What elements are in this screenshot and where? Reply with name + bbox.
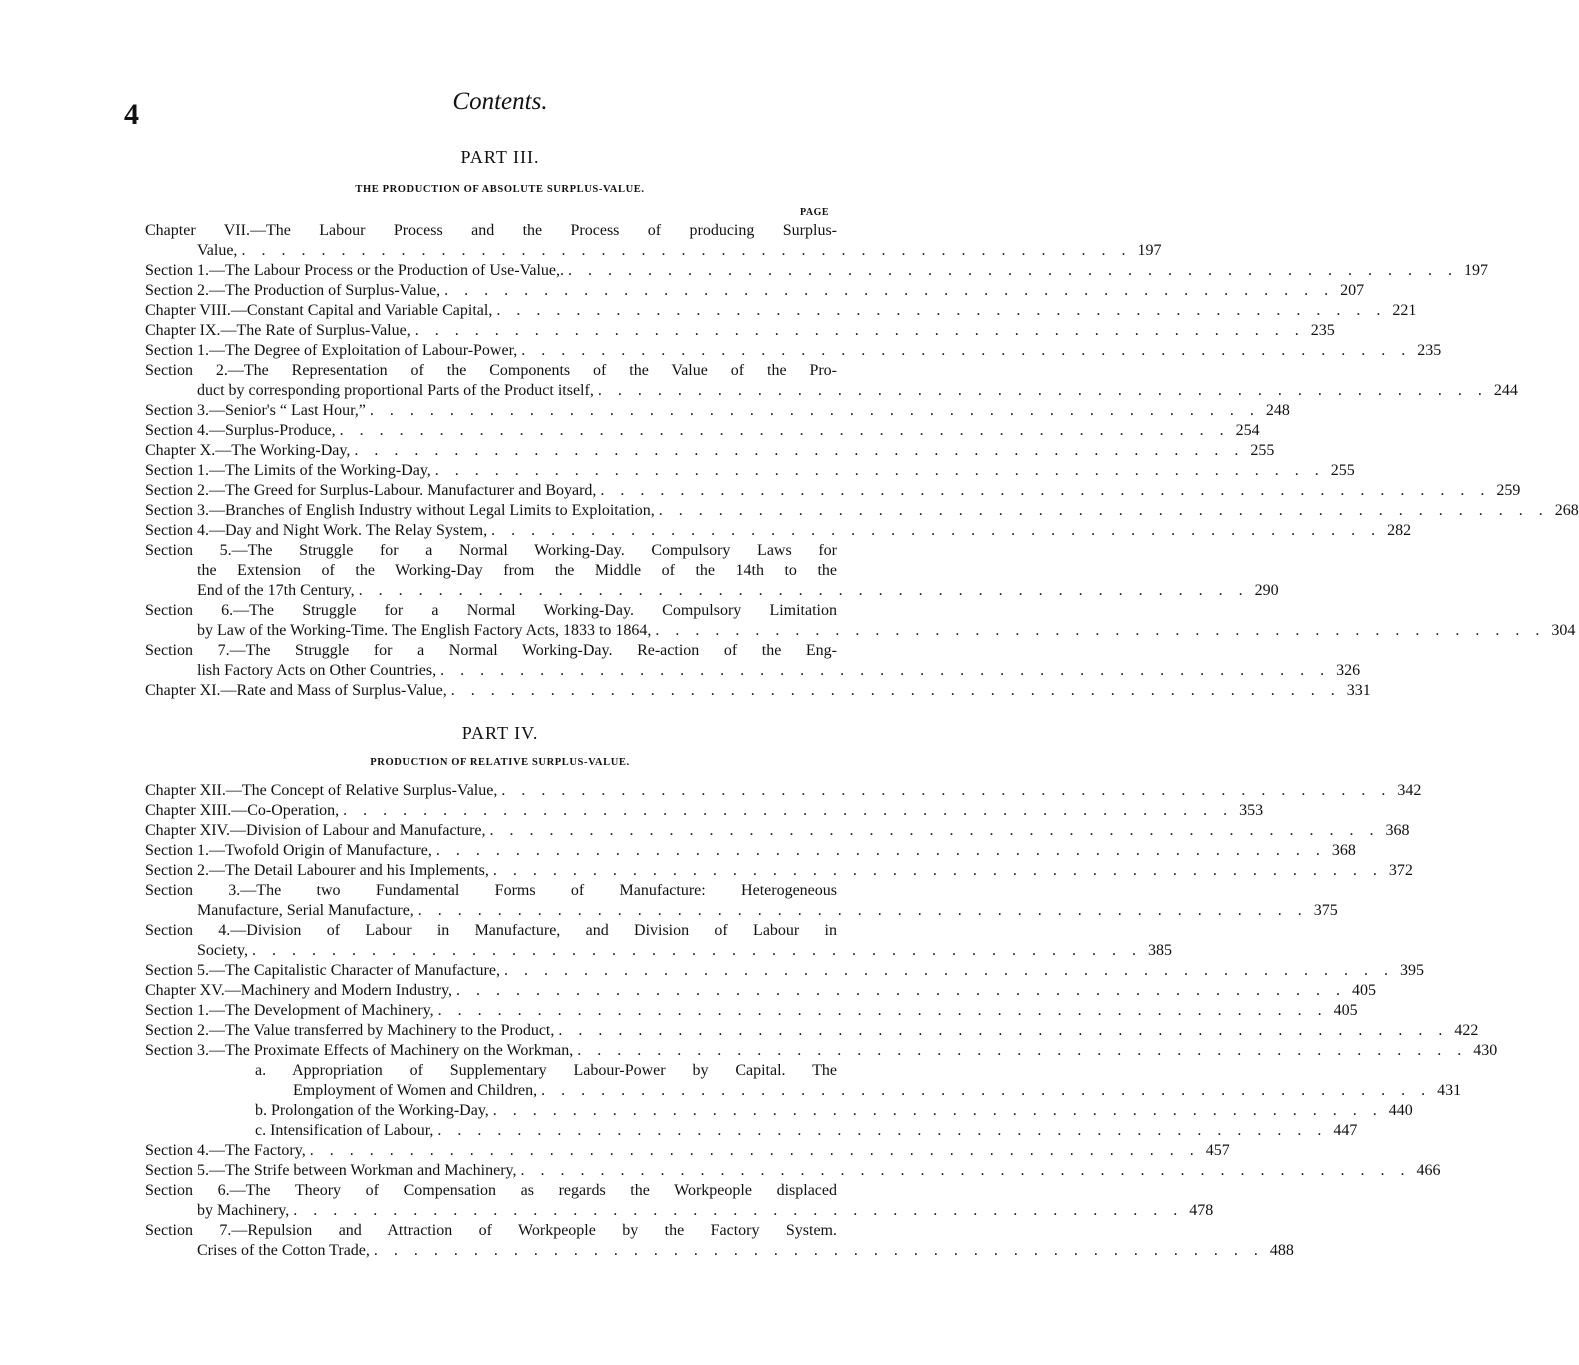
dot-leader: . . . . . . . . . . . . . . . . . . . . . . . . . . . . . . . . . . . . . . . . . . . . . bbox=[444, 282, 1335, 299]
dot-leader: . . . . . . . . . . . . . . . . . . . . . . . . . . . . . . . . . . . . . . . . . . . . . bbox=[541, 1082, 1432, 1099]
toc-page-number: 372 bbox=[1388, 862, 1413, 879]
toc-line bbox=[145, 821, 1410, 841]
toc-page-number: 268 bbox=[1554, 502, 1579, 519]
toc-entry bbox=[145, 261, 1489, 281]
toc-entry bbox=[145, 1221, 1294, 1261]
toc-entry bbox=[145, 521, 1412, 541]
toc-line bbox=[145, 281, 1365, 301]
toc-line bbox=[145, 401, 1290, 421]
toc-entry-text: Section 6.—The Struggle for a Normal Working-Day. Compulsory Limitation bbox=[145, 602, 837, 619]
page-column-label: PAGE bbox=[800, 207, 830, 218]
toc-line bbox=[145, 621, 1576, 641]
toc-page-number: 255 bbox=[1330, 462, 1355, 479]
toc-entry bbox=[145, 781, 1422, 801]
toc-entry-text: Section 5.—The Strife between Workman and Machinery, bbox=[145, 1162, 517, 1179]
part-iv-title: PART IV. bbox=[461, 723, 539, 743]
toc-entry-text: Section 3.—The Proximate Effects of Machinery on the Workman, bbox=[145, 1042, 574, 1059]
toc-page-number: 207 bbox=[1340, 282, 1365, 299]
toc-entry-text: Section 1.—The Degree of Exploitation of Labour-Power, bbox=[145, 342, 518, 359]
toc-entry bbox=[145, 681, 1371, 701]
dot-leader: . . . . . . . . . . . . . . . . . . . . . . . . . . . . . . . . . . . . . . . . . . . . . bbox=[434, 462, 1325, 479]
toc-entry-text: Chapter XIII.—Co-Operation, bbox=[145, 802, 340, 819]
running-title: Contents. bbox=[452, 88, 548, 115]
dot-leader: . . . . . . . . . . . . . . . . . . . . . . . . . . . . . . . . . . . . . . . . . . . . . bbox=[568, 262, 1459, 279]
dot-leader: . . . . . . . . . . . . . . . . . . . . . . . . . . . . . . . . . . . . . . . . . . . . . bbox=[655, 622, 1546, 639]
toc-page-number: 405 bbox=[1352, 982, 1377, 999]
toc-entry bbox=[145, 1141, 1230, 1161]
toc-page-number: 221 bbox=[1392, 302, 1417, 319]
toc-entry-text: Crises of the Cotton Trade, bbox=[197, 1242, 370, 1259]
toc-line bbox=[145, 381, 1518, 401]
toc-entry-text: Value, bbox=[197, 242, 238, 259]
toc-page-number: 254 bbox=[1235, 422, 1260, 439]
toc-entry bbox=[145, 961, 1424, 981]
dot-leader: . . . . . . . . . . . . . . . . . . . . . . . . . . . . . . . . . . . . . . . . . . . . . bbox=[414, 322, 1305, 339]
toc-line bbox=[145, 481, 1521, 501]
dot-leader: . . . . . . . . . . . . . . . . . . . . . . . . . . . . . . . . . . . . . . . . . . . . . bbox=[503, 962, 1394, 979]
toc-entry bbox=[145, 1001, 1358, 1021]
toc-entry bbox=[145, 441, 1275, 461]
toc-page-number: 395 bbox=[1399, 962, 1424, 979]
toc-entry-text: Section 3.—Senior's “ Last Hour,” bbox=[145, 402, 366, 419]
toc-line bbox=[145, 861, 1413, 881]
dot-leader: . . . . . . . . . . . . . . . . . . . . . . . . . . . . . . . . . . . . . . . . . . . . . bbox=[600, 482, 1491, 499]
toc-line bbox=[145, 441, 1275, 461]
toc-page-number: 235 bbox=[1310, 322, 1335, 339]
toc-page-number: 422 bbox=[1454, 1022, 1479, 1039]
toc-entry bbox=[145, 981, 1377, 1001]
toc-entry-text: Section 5.—The Capitalistic Character of Manufacture, bbox=[145, 962, 500, 979]
part-iii-title: PART III. bbox=[460, 147, 540, 167]
toc-entry bbox=[145, 1021, 1479, 1041]
dot-leader: . . . . . . . . . . . . . . . . . . . . . . . . . . . . . . . . . . . . . . . . . . . . . bbox=[437, 1002, 1328, 1019]
toc-entry-text: lish Factory Acts on Other Countries, bbox=[197, 662, 437, 679]
toc-entry bbox=[145, 1181, 1214, 1221]
toc-page-number: 430 bbox=[1473, 1042, 1498, 1059]
toc-page-number: 385 bbox=[1147, 942, 1172, 959]
dot-leader: . . . . . . . . . . . . . . . . . . . . . . . . . . . . . . . . . . . . . . . . . . . . . bbox=[492, 862, 1383, 879]
toc-entry-text: Section 6.—The Theory of Compensation as regards the Workpeople displaced bbox=[145, 1182, 837, 1199]
toc-line bbox=[145, 581, 1279, 601]
toc-line bbox=[145, 941, 1172, 961]
toc-entry-text: Chapter XII.—The Concept of Relative Surplus-Value, bbox=[145, 782, 498, 799]
toc-line bbox=[145, 1161, 1441, 1181]
toc-line bbox=[145, 461, 1355, 481]
toc-line bbox=[145, 261, 1489, 281]
toc-page-number: 259 bbox=[1496, 482, 1521, 499]
toc-page-number: 405 bbox=[1333, 1002, 1358, 1019]
dot-leader: . . . . . . . . . . . . . . . . . . . . . . . . . . . . . . . . . . . . . . . . . . . . . bbox=[354, 442, 1245, 459]
toc-entry-text: the Extension of the Working-Day from the Middle of the 14th to the bbox=[197, 562, 837, 579]
dot-leader: . . . . . . . . . . . . . . . . . . . . . . . . . . . . . . . . . . . . . . . . . . . . . bbox=[492, 1102, 1383, 1119]
toc-entry-text: c. Intensification of Labour, bbox=[255, 1122, 434, 1139]
toc-page-number: 431 bbox=[1437, 1082, 1462, 1099]
dot-leader: . . . . . . . . . . . . . . . . . . . . . . . . . . . . . . . . . . . . . . . . . . . . . bbox=[450, 682, 1341, 699]
toc-page-number: 326 bbox=[1336, 662, 1361, 679]
toc-entry-text: Section 1.—The Labour Process or the Production of Use-Value,. bbox=[145, 262, 565, 279]
toc-entry-text: Section 2.—The Greed for Surplus-Labour. Manufacturer and Boyard, bbox=[145, 482, 597, 499]
toc-page-number: 478 bbox=[1189, 1202, 1214, 1219]
toc-entry-text: Section 1.—Twofold Origin of Manufacture, bbox=[145, 842, 432, 859]
toc-entry-text: Chapter XV.—Machinery and Modern Industry, bbox=[145, 982, 453, 999]
toc-entry-text: Chapter VII.—The Labour Process and the Process of producing Surplus- bbox=[145, 222, 837, 239]
toc-entry-text: by Machinery, bbox=[197, 1202, 290, 1219]
toc-line bbox=[145, 1241, 1294, 1261]
toc-entry-text: Chapter XIV.—Division of Labour and Manufacture, bbox=[145, 822, 486, 839]
toc-entry-text: Section 5.—The Struggle for a Normal Working-Day. Compulsory Laws for bbox=[145, 542, 837, 559]
toc-entry bbox=[145, 421, 1260, 441]
toc-page-number: 466 bbox=[1416, 1162, 1441, 1179]
toc-entry-text: Section 7.—The Struggle for a Normal Working-Day. Re-action of the Eng- bbox=[145, 642, 837, 659]
toc-page-number: 457 bbox=[1205, 1142, 1230, 1159]
part-iii-subtitle: THE PRODUCTION OF ABSOLUTE SURPLUS-VALUE. bbox=[355, 184, 645, 195]
toc-line bbox=[145, 1201, 1214, 1221]
dot-leader: . . . . . . . . . . . . . . . . . . . . . . . . . . . . . . . . . . . . . . . . . . . . . bbox=[456, 982, 1347, 999]
toc-entry bbox=[145, 641, 1361, 681]
toc-page-number: 248 bbox=[1265, 402, 1290, 419]
toc-entry-text: b. Prolongation of the Working-Day, bbox=[255, 1102, 489, 1119]
toc-page-number: 342 bbox=[1397, 782, 1422, 799]
toc-entry bbox=[145, 1121, 1358, 1141]
toc-entry-text: Section 4.—Division of Labour in Manufacture, and Division of Labour in bbox=[145, 922, 837, 939]
toc-page-number: 244 bbox=[1493, 382, 1518, 399]
toc-entry-text: End of the 17th Century, bbox=[197, 582, 355, 599]
toc-entry bbox=[145, 921, 1172, 961]
toc-entry bbox=[145, 321, 1335, 341]
toc-entry-text: Section 3.—Branches of English Industry without Legal Limits to Exploitation, bbox=[145, 502, 655, 519]
toc-entry-text: Section 4.—Day and Night Work. The Relay System, bbox=[145, 522, 488, 539]
toc-line bbox=[145, 521, 1412, 541]
toc-entry-text: Section 2.—The Representation of the Components of the Value of the Pro- bbox=[145, 362, 837, 379]
toc-line bbox=[145, 981, 1377, 1001]
toc-line bbox=[145, 321, 1335, 341]
toc-entry bbox=[145, 541, 1279, 601]
toc-entry-text: Section 2.—The Production of Surplus-Value, bbox=[145, 282, 441, 299]
toc-page-number: 368 bbox=[1385, 822, 1410, 839]
dot-leader: . . . . . . . . . . . . . . . . . . . . . . . . . . . . . . . . . . . . . . . . . . . . . bbox=[440, 662, 1331, 679]
dot-leader: . . . . . . . . . . . . . . . . . . . . . . . . . . . . . . . . . . . . . . . . . . . . . bbox=[241, 242, 1132, 259]
toc-entry-text: Section 4.—Surplus-Produce, bbox=[145, 422, 336, 439]
dot-leader: . . . . . . . . . . . . . . . . . . . . . . . . . . . . . . . . . . . . . . . . . . . . . bbox=[417, 902, 1308, 919]
toc-entry-text: Section 2.—The Value transferred by Machinery to the Product, bbox=[145, 1022, 555, 1039]
toc-page-number: 255 bbox=[1250, 442, 1275, 459]
page-number: 4 bbox=[124, 98, 139, 131]
toc-page-number: 197 bbox=[1464, 262, 1489, 279]
dot-leader: . . . . . . . . . . . . . . . . . . . . . . . . . . . . . . . . . . . . . . . . . . . . . bbox=[577, 1042, 1468, 1059]
toc-line bbox=[145, 1041, 1498, 1061]
toc-entry bbox=[145, 481, 1521, 501]
toc-entry-text: Section 3.—The two Fundamental Forms of Manufacture: Heterogeneous bbox=[145, 882, 837, 899]
toc-line bbox=[145, 661, 1361, 681]
toc-page-number: 353 bbox=[1239, 802, 1264, 819]
toc-entry bbox=[145, 401, 1290, 421]
dot-leader: . . . . . . . . . . . . . . . . . . . . . . . . . . . . . . . . . . . . . . . . . . . . . bbox=[658, 502, 1549, 519]
dot-leader: . . . . . . . . . . . . . . . . . . . . . . . . . . . . . . . . . . . . . . . . . . . . . bbox=[491, 522, 1382, 539]
toc-entry bbox=[145, 301, 1417, 321]
toc-page-number: 368 bbox=[1331, 842, 1356, 859]
toc-page-number: 440 bbox=[1388, 1102, 1413, 1119]
toc-part-iii bbox=[145, 221, 1579, 701]
dot-leader: . . . . . . . . . . . . . . . . . . . . . . . . . . . . . . . . . . . . . . . . . . . . . bbox=[339, 422, 1230, 439]
toc-line bbox=[145, 301, 1417, 321]
toc-page-number: 375 bbox=[1313, 902, 1338, 919]
toc-entry bbox=[145, 801, 1264, 821]
dot-leader: . . . . . . . . . . . . . . . . . . . . . . . . . . . . . . . . . . . . . . . . . . . . . bbox=[343, 802, 1234, 819]
toc-entry-text: Chapter X.—The Working-Day, bbox=[145, 442, 351, 459]
dot-leader: . . . . . . . . . . . . . . . . . . . . . . . . . . . . . . . . . . . . . . . . . . . . . bbox=[293, 1202, 1184, 1219]
toc-entry-text: Chapter VIII.—Constant Capital and Variable Capital, bbox=[145, 302, 493, 319]
toc-line bbox=[145, 1021, 1479, 1041]
toc-entry bbox=[145, 1061, 1462, 1101]
toc-entry bbox=[145, 281, 1365, 301]
toc-line bbox=[145, 961, 1424, 981]
toc-entry bbox=[145, 1041, 1498, 1061]
toc-entry-text: Society, bbox=[197, 942, 248, 959]
toc-line bbox=[145, 841, 1356, 861]
toc-page-number: 304 bbox=[1551, 622, 1576, 639]
dot-leader: . . . . . . . . . . . . . . . . . . . . . . . . . . . . . . . . . . . . . . . . . . . . . bbox=[435, 842, 1326, 859]
toc-entry-text: Section 4.—The Factory, bbox=[145, 1142, 306, 1159]
toc-entry bbox=[145, 1101, 1413, 1121]
toc-page-number: 331 bbox=[1346, 682, 1371, 699]
toc-entry bbox=[145, 501, 1579, 521]
toc-entry bbox=[145, 601, 1576, 641]
toc-entry-text: Chapter XI.—Rate and Mass of Surplus-Value, bbox=[145, 682, 447, 699]
toc-line bbox=[145, 421, 1260, 441]
dot-leader: . . . . . . . . . . . . . . . . . . . . . . . . . . . . . . . . . . . . . . . . . . . . . bbox=[373, 1242, 1264, 1259]
toc-entry-text: Manufacture, Serial Manufacture, bbox=[197, 902, 414, 919]
toc-line bbox=[145, 241, 1162, 261]
toc-entry-text: Section 1.—The Development of Machinery, bbox=[145, 1002, 434, 1019]
toc-entry-text: Chapter IX.—The Rate of Surplus-Value, bbox=[145, 322, 411, 339]
dot-leader: . . . . . . . . . . . . . . . . . . . . . . . . . . . . . . . . . . . . . . . . . . . . . bbox=[437, 1122, 1328, 1139]
toc-entry bbox=[145, 841, 1356, 861]
toc-page-number: 290 bbox=[1254, 582, 1279, 599]
toc-entry bbox=[145, 341, 1442, 361]
toc-line bbox=[145, 501, 1579, 521]
dot-leader: . . . . . . . . . . . . . . . . . . . . . . . . . . . . . . . . . . . . . . . . . . . . . bbox=[489, 822, 1380, 839]
toc-entry-text: Section 2.—The Detail Labourer and his Implements, bbox=[145, 862, 489, 879]
toc-entry bbox=[145, 361, 1518, 401]
dot-leader: . . . . . . . . . . . . . . . . . . . . . . . . . . . . . . . . . . . . . . . . . . . . . bbox=[309, 1142, 1200, 1159]
part-iv-subtitle: PRODUCTION OF RELATIVE SURPLUS-VALUE. bbox=[370, 757, 630, 768]
toc-page-number: 447 bbox=[1333, 1122, 1358, 1139]
toc-page-number: 282 bbox=[1387, 522, 1412, 539]
toc-line bbox=[145, 901, 1338, 921]
toc-line bbox=[145, 681, 1371, 701]
toc-entry bbox=[145, 1161, 1441, 1181]
toc-page-number: 197 bbox=[1137, 242, 1162, 259]
toc-entry bbox=[145, 221, 1162, 261]
toc-entry-text: Section 1.—The Limits of the Working-Day, bbox=[145, 462, 431, 479]
toc-line bbox=[145, 781, 1422, 801]
toc-entry-text: Section 7.—Repulsion and Attraction of Workpeople by the Factory System. bbox=[145, 1222, 837, 1239]
toc-page-number: 488 bbox=[1269, 1242, 1294, 1259]
dot-leader: . . . . . . . . . . . . . . . . . . . . . . . . . . . . . . . . . . . . . . . . . . . . . bbox=[369, 402, 1260, 419]
toc-line bbox=[145, 1121, 1358, 1141]
dot-leader: . . . . . . . . . . . . . . . . . . . . . . . . . . . . . . . . . . . . . . . . . . . . . bbox=[520, 1162, 1411, 1179]
toc-entry-text: by Law of the Working-Time. The English Factory Acts, 1833 to 1864, bbox=[197, 622, 652, 639]
toc-entry bbox=[145, 821, 1410, 841]
toc-entry-text: duct by corresponding proportional Parts of the Product itself, bbox=[197, 382, 594, 399]
toc-entry bbox=[145, 881, 1338, 921]
toc-line bbox=[145, 1141, 1230, 1161]
toc-line bbox=[145, 1001, 1358, 1021]
toc-line bbox=[145, 1081, 1462, 1101]
dot-leader: . . . . . . . . . . . . . . . . . . . . . . . . . . . . . . . . . . . . . . . . . . . . . bbox=[558, 1022, 1449, 1039]
toc-entry-text: Employment of Women and Children, bbox=[293, 1082, 538, 1099]
dot-leader: . . . . . . . . . . . . . . . . . . . . . . . . . . . . . . . . . . . . . . . . . . . . . bbox=[501, 782, 1392, 799]
toc-entry bbox=[145, 461, 1355, 481]
toc-line bbox=[145, 341, 1442, 361]
dot-leader: . . . . . . . . . . . . . . . . . . . . . . . . . . . . . . . . . . . . . . . . . . . . . bbox=[597, 382, 1488, 399]
toc-page-number: 235 bbox=[1417, 342, 1442, 359]
toc-line bbox=[145, 801, 1264, 821]
toc-entry bbox=[145, 861, 1413, 881]
toc-line bbox=[145, 1101, 1413, 1121]
dot-leader: . . . . . . . . . . . . . . . . . . . . . . . . . . . . . . . . . . . . . . . . . . . . . bbox=[251, 942, 1142, 959]
dot-leader: . . . . . . . . . . . . . . . . . . . . . . . . . . . . . . . . . . . . . . . . . . . . . bbox=[358, 582, 1249, 599]
dot-leader: . . . . . . . . . . . . . . . . . . . . . . . . . . . . . . . . . . . . . . . . . . . . . bbox=[521, 342, 1412, 359]
dot-leader: . . . . . . . . . . . . . . . . . . . . . . . . . . . . . . . . . . . . . . . . . . . . . bbox=[496, 302, 1387, 319]
toc-entry-text: a. Appropriation of Supplementary Labour-Power by Capital. The bbox=[255, 1062, 837, 1079]
toc-part-iv bbox=[145, 781, 1498, 1261]
